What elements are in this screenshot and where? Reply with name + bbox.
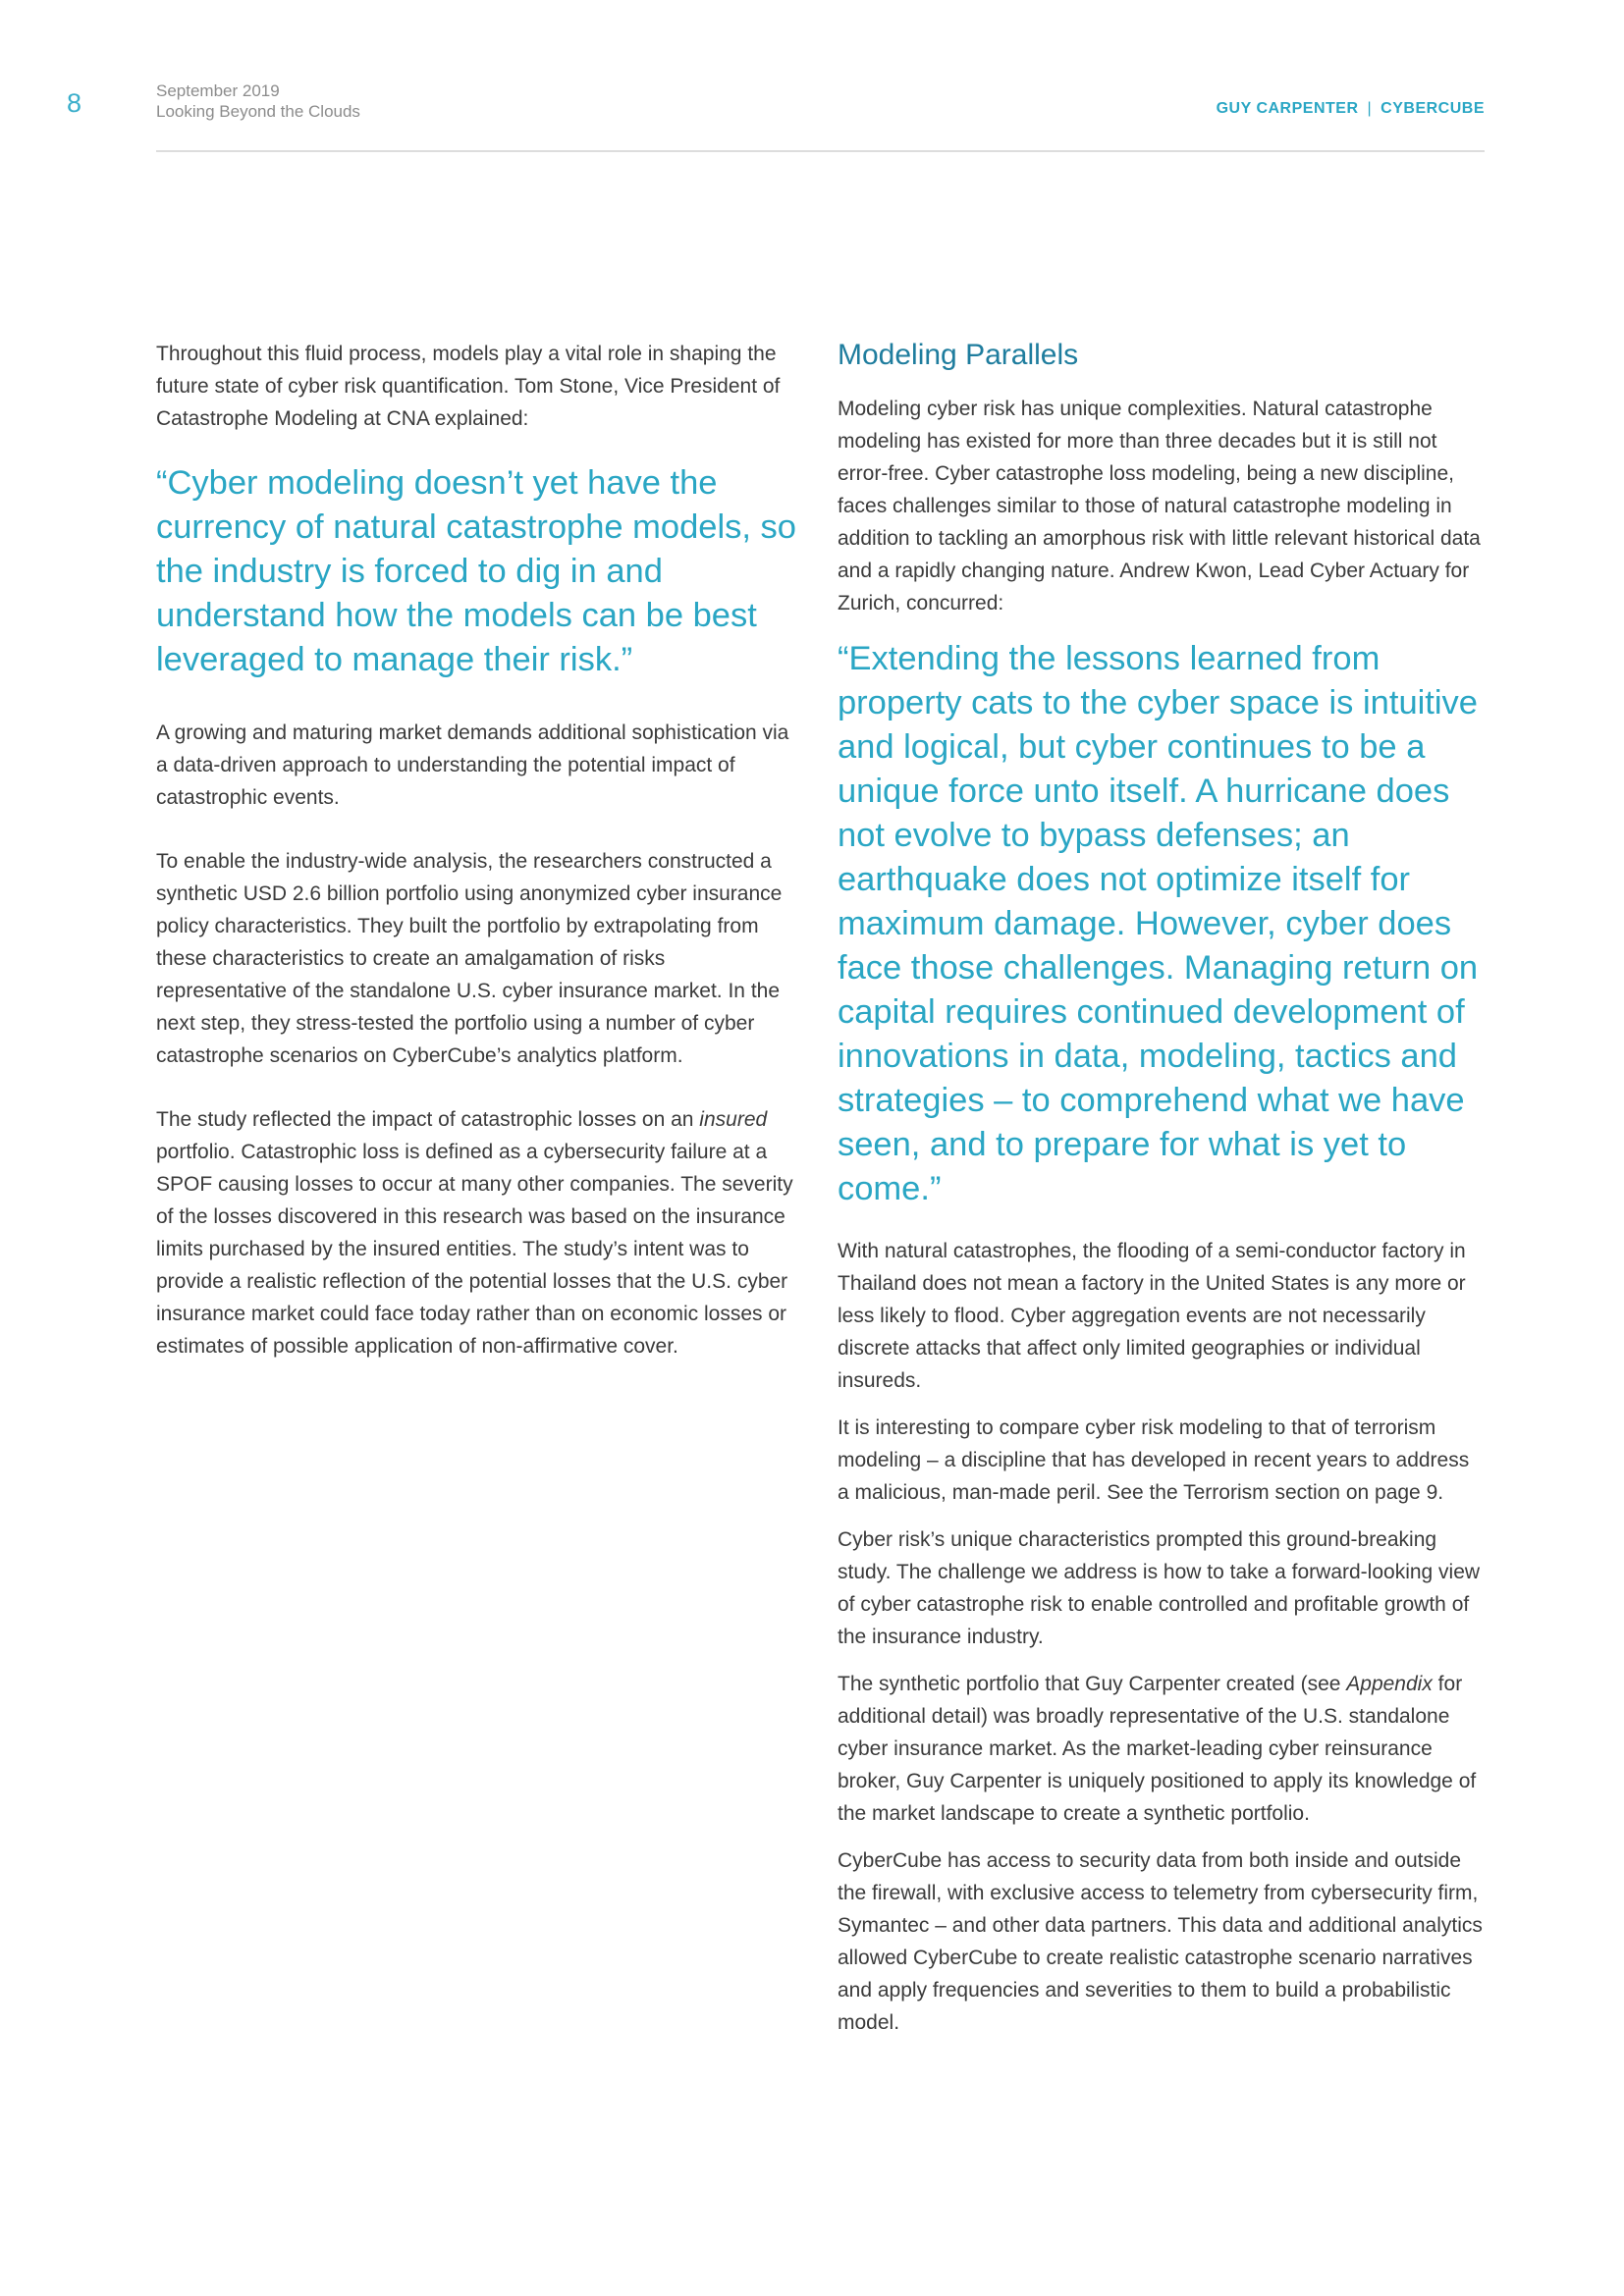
brand-guy-carpenter: GUY CARPENTER (1216, 100, 1359, 117)
right-paragraph-5-start: The synthetic portfolio that Guy Carpenter created (see (838, 1673, 1347, 1695)
right-paragraph-5-rest: for additional detail) was broadly representative of the U.S. standalone cyber insurance market. As the market-leading cyber reinsurance broker, Guy Carpenter is uniquely positioned to apply its knowledge of the market landscape to create a synthetic portfolio. (838, 1673, 1477, 1825)
header-brand (1217, 100, 1485, 118)
header-doc-title: Looking Beyond the Clouds (156, 102, 360, 121)
right-paragraph-4: Cyber risk’s unique characteristics prompted this ground-breaking study. The challenge we address is how to take a forward-looking view of cyber catastrophe risk to enable controlled and profitable growth of the insurance industry. (838, 1528, 1481, 1648)
page-number: 8 (67, 88, 82, 118)
left-column (156, 338, 798, 1362)
right-paragraph-1: Modeling cyber risk has unique complexities. Natural catastrophe modeling has existed for more than three decades but it is still not error-free. Cyber catastrophe loss modeling, being a new discipline, faces challenges similar to those of natural catastrophe modeling in addition to tackling an amorphous risk with little relevant historical data and a rapidly changing nature. Andrew Kwon, Lead Cyber Actuary for Zurich, concurred: (838, 398, 1481, 614)
right-paragraph-5-emphasis: Appendix (1346, 1673, 1433, 1695)
header-divider (156, 150, 1485, 152)
brand-cybercube: CYBERCUBE (1380, 100, 1485, 117)
left-paragraph-4-start: The study reflected the impact of catastrophic losses on an (156, 1108, 700, 1131)
section-heading: Modeling Parallels (838, 339, 1079, 371)
brand-separator: | (1367, 100, 1373, 117)
right-paragraph-6: CyberCube has access to security data from both inside and outside the firewall, with exclusive access to telemetry from cybersecurity firm, Symantec – and other data partners. This data and additional analytics allowed CyberCube to create realistic catastrophe scenario narratives and apply frequencies and severities to them to build a probabilistic model. (838, 1849, 1483, 2034)
header-meta (156, 80, 360, 122)
right-paragraph-3: It is interesting to compare cyber risk modeling to that of terrorism modeling – a discipline that has developed in recent years to address a malicious, man-made peril. See the Terrorism section on page 9. (838, 1416, 1470, 1504)
right-paragraph-5 (838, 1668, 1486, 1830)
left-paragraph-4-rest: portfolio. Catastrophic loss is defined as a cybersecurity failure at a SPOF causing losses to occur at many other companies. The severity of the losses discovered in this research was based on the insurance limits purchased by the insured entities. The study’s intent was to provide a realistic reflection of the potential losses that the U.S. cyber insurance market could face today rather than on economic losses or estimates of possible application of non-affirmative cover. (156, 1141, 793, 1358)
left-paragraph-4 (156, 1103, 798, 1362)
header-date: September 2019 (156, 81, 280, 100)
left-paragraph-4-emphasis: insured (699, 1108, 768, 1131)
right-paragraph-2: With natural catastrophes, the flooding of a semi-conductor factory in Thailand does not mean a factory in the United States is any more or less likely to flood. Cyber aggregation events are not necessarily discrete attacks that affect only limited geographies or individual insureds. (838, 1240, 1466, 1392)
pull-quote-stone: “Cyber modeling doesn’t yet have the currency of natural catastrophe models, so the industry is forced to dig in and understand how the models can be best leveraged to manage their risk.” (156, 464, 796, 678)
right-column (838, 338, 1486, 2039)
left-paragraph-1: Throughout this fluid process, models play a vital role in shaping the future state of cyber risk quantification. Tom Stone, Vice President of Catastrophe Modeling at CNA explained: (156, 343, 781, 430)
left-paragraph-2: A growing and maturing market demands additional sophistication via a data-driven approach to understanding the potential impact of catastrophic events. (156, 721, 789, 809)
pull-quote-kwon: “Extending the lessons learned from property cats to the cyber space is intuitive and logical, but cyber continues to be a unique force unto itself. A hurricane does not evolve to bypass defenses; an earthquake does not optimize itself for maximum damage. However, cyber does face those challenges. Managing return on capital requires continued development of innovations in data, modeling, tactics and strategies – to comprehend what we have seen, and to prepare for what is yet to come.” (838, 640, 1479, 1207)
left-paragraph-3: To enable the industry-wide analysis, the researchers constructed a synthetic USD 2.6 billion portfolio using anonymized cyber insurance policy characteristics. They built the portfolio by extrapolating from these characteristics to create an amalgamation of risks representative of the standalone U.S. cyber insurance market. In the next step, they stress-tested the portfolio using a number of cyber catastrophe scenarios on CyberCube’s analytics platform. (156, 850, 783, 1067)
